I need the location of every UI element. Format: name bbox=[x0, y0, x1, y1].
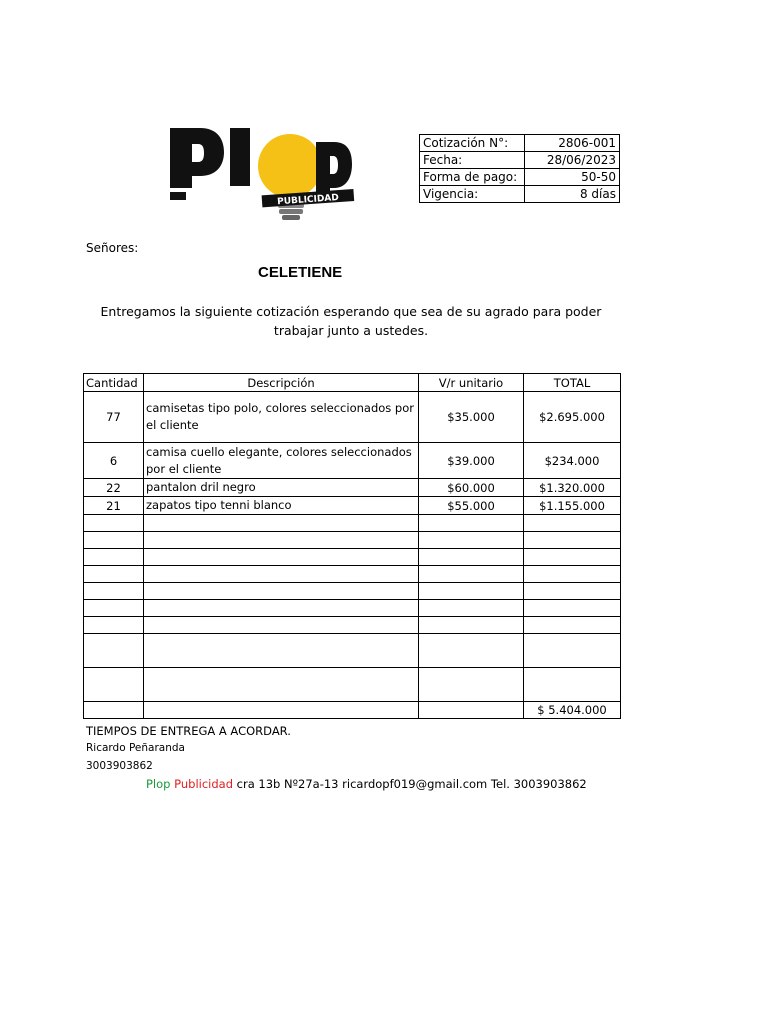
empty-cell bbox=[84, 532, 144, 549]
cell-unit-price: $39.000 bbox=[419, 443, 524, 479]
company-address-line bbox=[146, 777, 587, 791]
info-value: 2806-001 bbox=[525, 135, 620, 152]
empty-cell bbox=[419, 702, 524, 719]
empty-cell bbox=[524, 617, 621, 634]
empty-row bbox=[84, 515, 621, 532]
cell-quantity: 77 bbox=[84, 392, 144, 443]
table-row bbox=[84, 443, 621, 479]
brand-plop: Plop bbox=[146, 777, 175, 791]
empty-cell bbox=[524, 634, 621, 668]
table-header-row bbox=[84, 374, 621, 392]
empty-row bbox=[84, 668, 621, 702]
address-text: cra 13b Nº27a-13 ricardopf019@gmail.com Tel. 3003903862 bbox=[233, 777, 587, 791]
client-name: CELETIENE bbox=[258, 264, 343, 281]
empty-cell bbox=[144, 566, 419, 583]
empty-cell bbox=[84, 668, 144, 702]
empty-cell bbox=[419, 549, 524, 566]
table-row bbox=[84, 497, 621, 515]
quote-info-table bbox=[419, 134, 620, 203]
empty-row bbox=[84, 549, 621, 566]
cell-description: camisa cuello elegante, colores seleccionados por el cliente bbox=[144, 443, 419, 479]
items-table bbox=[83, 373, 621, 719]
empty-cell bbox=[524, 668, 621, 702]
empty-cell bbox=[419, 617, 524, 634]
empty-cell bbox=[144, 702, 419, 719]
empty-cell bbox=[84, 600, 144, 617]
empty-cell bbox=[144, 549, 419, 566]
header-total: TOTAL bbox=[524, 374, 621, 392]
info-label: Fecha: bbox=[420, 152, 525, 169]
empty-cell bbox=[419, 566, 524, 583]
brand-publicidad: Publicidad bbox=[174, 777, 234, 791]
info-row bbox=[420, 135, 620, 152]
info-value: 50-50 bbox=[525, 169, 620, 186]
cell-unit-price: $55.000 bbox=[419, 497, 524, 515]
empty-cell bbox=[524, 566, 621, 583]
empty-cell bbox=[84, 515, 144, 532]
header-unit-price: V/r unitario bbox=[419, 374, 524, 392]
empty-cell bbox=[524, 549, 621, 566]
empty-cell bbox=[84, 566, 144, 583]
cell-unit-price: $60.000 bbox=[419, 479, 524, 497]
cell-description: zapatos tipo tenni blanco bbox=[144, 497, 419, 515]
empty-row bbox=[84, 634, 621, 668]
empty-cell bbox=[419, 583, 524, 600]
header-description: Descripción bbox=[144, 374, 419, 392]
empty-cell bbox=[144, 668, 419, 702]
header-quantity: Cantidad bbox=[84, 374, 144, 392]
table-row bbox=[84, 479, 621, 497]
empty-row bbox=[84, 532, 621, 549]
empty-row bbox=[84, 600, 621, 617]
empty-cell bbox=[419, 532, 524, 549]
empty-row bbox=[84, 566, 621, 583]
cell-quantity: 21 bbox=[84, 497, 144, 515]
cell-description: pantalon dril negro bbox=[144, 479, 419, 497]
info-label: Cotización N°: bbox=[420, 135, 525, 152]
info-row bbox=[420, 169, 620, 186]
empty-row bbox=[84, 617, 621, 634]
empty-cell bbox=[144, 600, 419, 617]
info-value: 28/06/2023 bbox=[525, 152, 620, 169]
empty-cell bbox=[84, 634, 144, 668]
empty-cell bbox=[419, 634, 524, 668]
empty-cell bbox=[84, 583, 144, 600]
empty-cell bbox=[524, 600, 621, 617]
grand-total-row bbox=[84, 702, 621, 719]
empty-cell bbox=[84, 549, 144, 566]
intro-text: Entregamos la siguiente cotización esperando que sea de su agrado para poder trabajar junto a ustedes. bbox=[100, 304, 602, 338]
info-row bbox=[420, 186, 620, 203]
empty-cell bbox=[419, 600, 524, 617]
contact-name: Ricardo Peñaranda bbox=[86, 742, 185, 754]
cell-total: $1.155.000 bbox=[524, 497, 621, 515]
empty-cell bbox=[144, 532, 419, 549]
cell-total: $1.320.000 bbox=[524, 479, 621, 497]
empty-cell bbox=[524, 515, 621, 532]
logo-subtext: PUBLICIDAD bbox=[276, 193, 340, 208]
empty-cell bbox=[144, 515, 419, 532]
empty-cell bbox=[524, 583, 621, 600]
empty-cell bbox=[524, 532, 621, 549]
info-row bbox=[420, 152, 620, 169]
empty-row bbox=[84, 583, 621, 600]
grand-total: $ 5.404.000 bbox=[524, 702, 621, 719]
empty-cell bbox=[84, 617, 144, 634]
empty-cell bbox=[84, 702, 144, 719]
cell-total: $2.695.000 bbox=[524, 392, 621, 443]
contact-phone: 3003903862 bbox=[86, 760, 153, 772]
delivery-note: TIEMPOS DE ENTREGA A ACORDAR. bbox=[86, 724, 291, 738]
empty-cell bbox=[419, 515, 524, 532]
cell-quantity: 22 bbox=[84, 479, 144, 497]
cell-total: $234.000 bbox=[524, 443, 621, 479]
empty-cell bbox=[144, 583, 419, 600]
empty-cell bbox=[419, 668, 524, 702]
cell-description: camisetas tipo polo, colores seleccionados por el cliente bbox=[144, 392, 419, 443]
table-row bbox=[84, 392, 621, 443]
plop-logo bbox=[166, 122, 358, 222]
empty-cell bbox=[144, 634, 419, 668]
cell-quantity: 6 bbox=[84, 443, 144, 479]
cell-unit-price: $35.000 bbox=[419, 392, 524, 443]
info-value: 8 días bbox=[525, 186, 620, 203]
greeting: Señores: bbox=[86, 241, 139, 255]
info-label: Vigencia: bbox=[420, 186, 525, 203]
empty-cell bbox=[144, 617, 419, 634]
info-label: Forma de pago: bbox=[420, 169, 525, 186]
